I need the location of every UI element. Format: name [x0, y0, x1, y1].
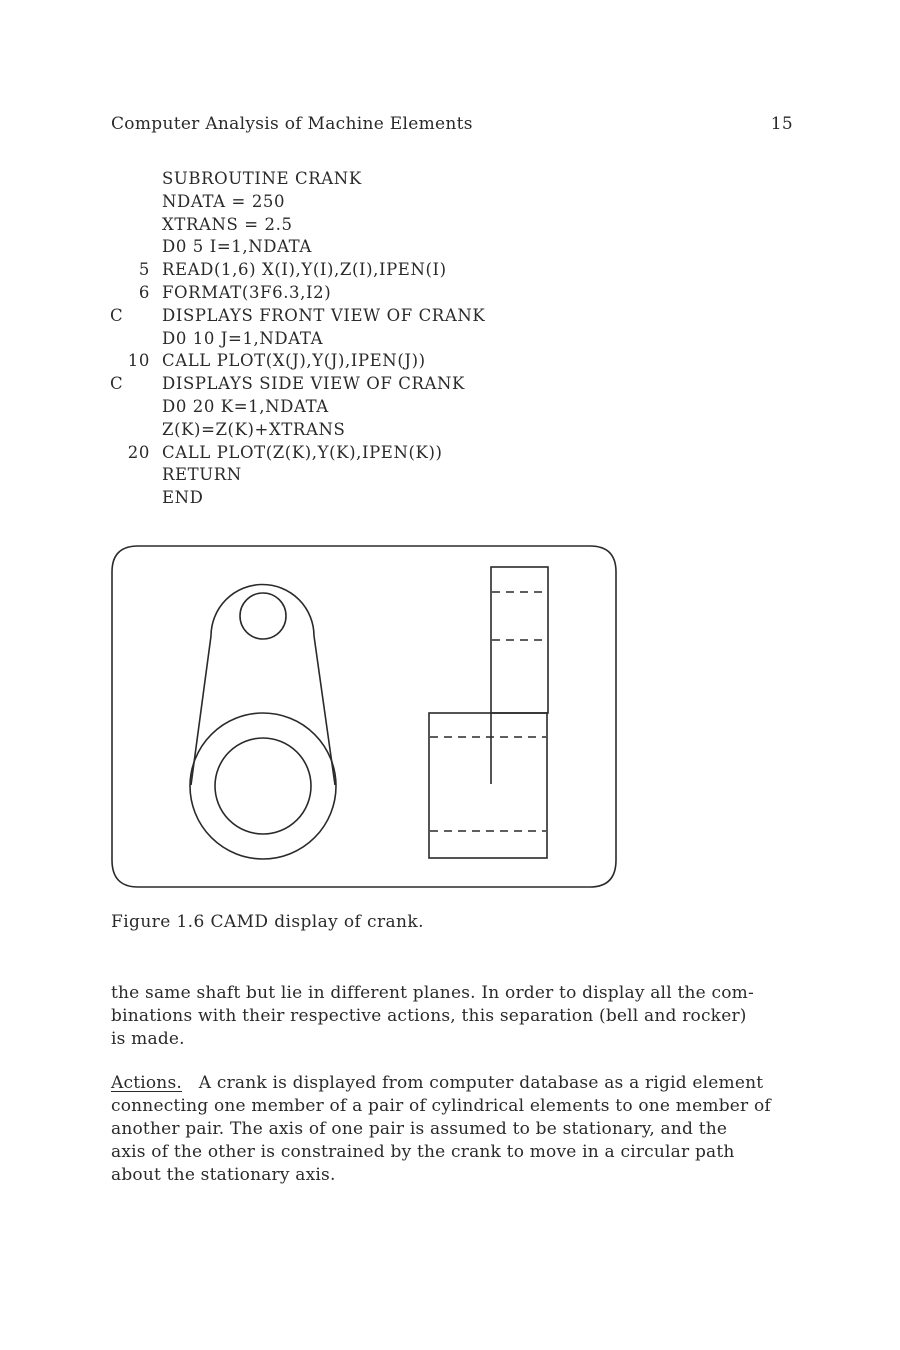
statement: XTRANS = 2.5	[162, 214, 293, 234]
code-line	[100, 191, 600, 214]
statement: D0 5 I=1,NDATA	[162, 237, 312, 257]
comment-marker: C	[110, 374, 124, 394]
comment-marker: C	[110, 305, 124, 325]
crank-link-outline	[191, 585, 335, 786]
code-line	[100, 236, 600, 259]
text-line: binations with their respective actions, this separation (bell and rocker)	[111, 1006, 747, 1026]
actions-paragraph	[111, 1072, 801, 1187]
code-line	[100, 464, 600, 487]
text-line: another pair. The axis of one pair is assumed to be stationary, and the	[111, 1119, 728, 1139]
running-title: Computer Analysis of Machine Elements	[111, 114, 473, 134]
code-line	[100, 305, 600, 328]
text-run: A crank is displayed from computer database as a rigid element	[198, 1073, 764, 1093]
statement: D0 10 J=1,NDATA	[162, 328, 324, 348]
text-line: the same shaft but lie in different planes. In order to display all the com-	[111, 983, 754, 1003]
display-frame	[112, 546, 616, 887]
text-line	[111, 1072, 801, 1095]
text-line: is made.	[111, 1029, 185, 1049]
page-number: 15	[770, 114, 793, 134]
code-line	[100, 442, 600, 465]
code-line	[100, 350, 600, 373]
statement: FORMAT(3F6.3,I2)	[162, 282, 332, 302]
fortran-code-listing	[100, 168, 600, 510]
code-line	[100, 328, 600, 351]
crank-front-view	[190, 585, 336, 860]
statement: CALL PLOT(Z(K),Y(K),IPEN(K))	[162, 442, 443, 462]
crank-drawing	[108, 542, 620, 894]
code-line	[100, 259, 600, 282]
body-paragraph	[111, 982, 801, 1051]
small-bore-circle	[240, 593, 286, 639]
statement: DISPLAYS SIDE VIEW OF CRANK	[162, 374, 465, 394]
text-line: connecting one member of a pair of cylindrical elements to one member of	[111, 1096, 771, 1116]
code-line	[100, 282, 600, 305]
statement: SUBROUTINE CRANK	[162, 169, 362, 188]
hidden-lines	[430, 592, 547, 831]
figure-caption: Figure 1.6 CAMD display of crank.	[111, 912, 424, 932]
code-line	[100, 373, 600, 396]
large-bore-circle	[215, 738, 311, 834]
run-in-heading: Actions.	[111, 1073, 182, 1093]
crank-side-view	[429, 567, 548, 858]
code-line	[100, 168, 600, 191]
statement: Z(K)=Z(K)+XTRANS	[162, 419, 346, 439]
statement-label: 20	[127, 442, 150, 462]
hub-side-rect	[429, 713, 547, 858]
statement: NDATA = 250	[162, 191, 286, 211]
statement: CALL PLOT(X(J),Y(J),IPEN(J))	[162, 351, 426, 371]
statement-label: 6	[138, 282, 150, 302]
statement: END	[162, 488, 204, 508]
code-line	[100, 214, 600, 237]
crank-figure	[108, 542, 620, 894]
code-line	[100, 396, 600, 419]
statement: READ(1,6) X(I),Y(I),Z(I),IPEN(I)	[162, 260, 447, 280]
text-line: axis of the other is constrained by the crank to move in a circular path	[111, 1142, 735, 1162]
statement-label: 5	[138, 260, 150, 280]
statement: D0 20 K=1,NDATA	[162, 396, 329, 416]
statement: DISPLAYS FRONT VIEW OF CRANK	[162, 305, 486, 325]
statement-label: 10	[127, 351, 150, 371]
code-line	[100, 419, 600, 442]
statement: RETURN	[162, 465, 242, 485]
boss-outer-circle	[190, 713, 336, 859]
code-line	[100, 487, 600, 510]
text-line: about the stationary axis.	[111, 1165, 336, 1185]
